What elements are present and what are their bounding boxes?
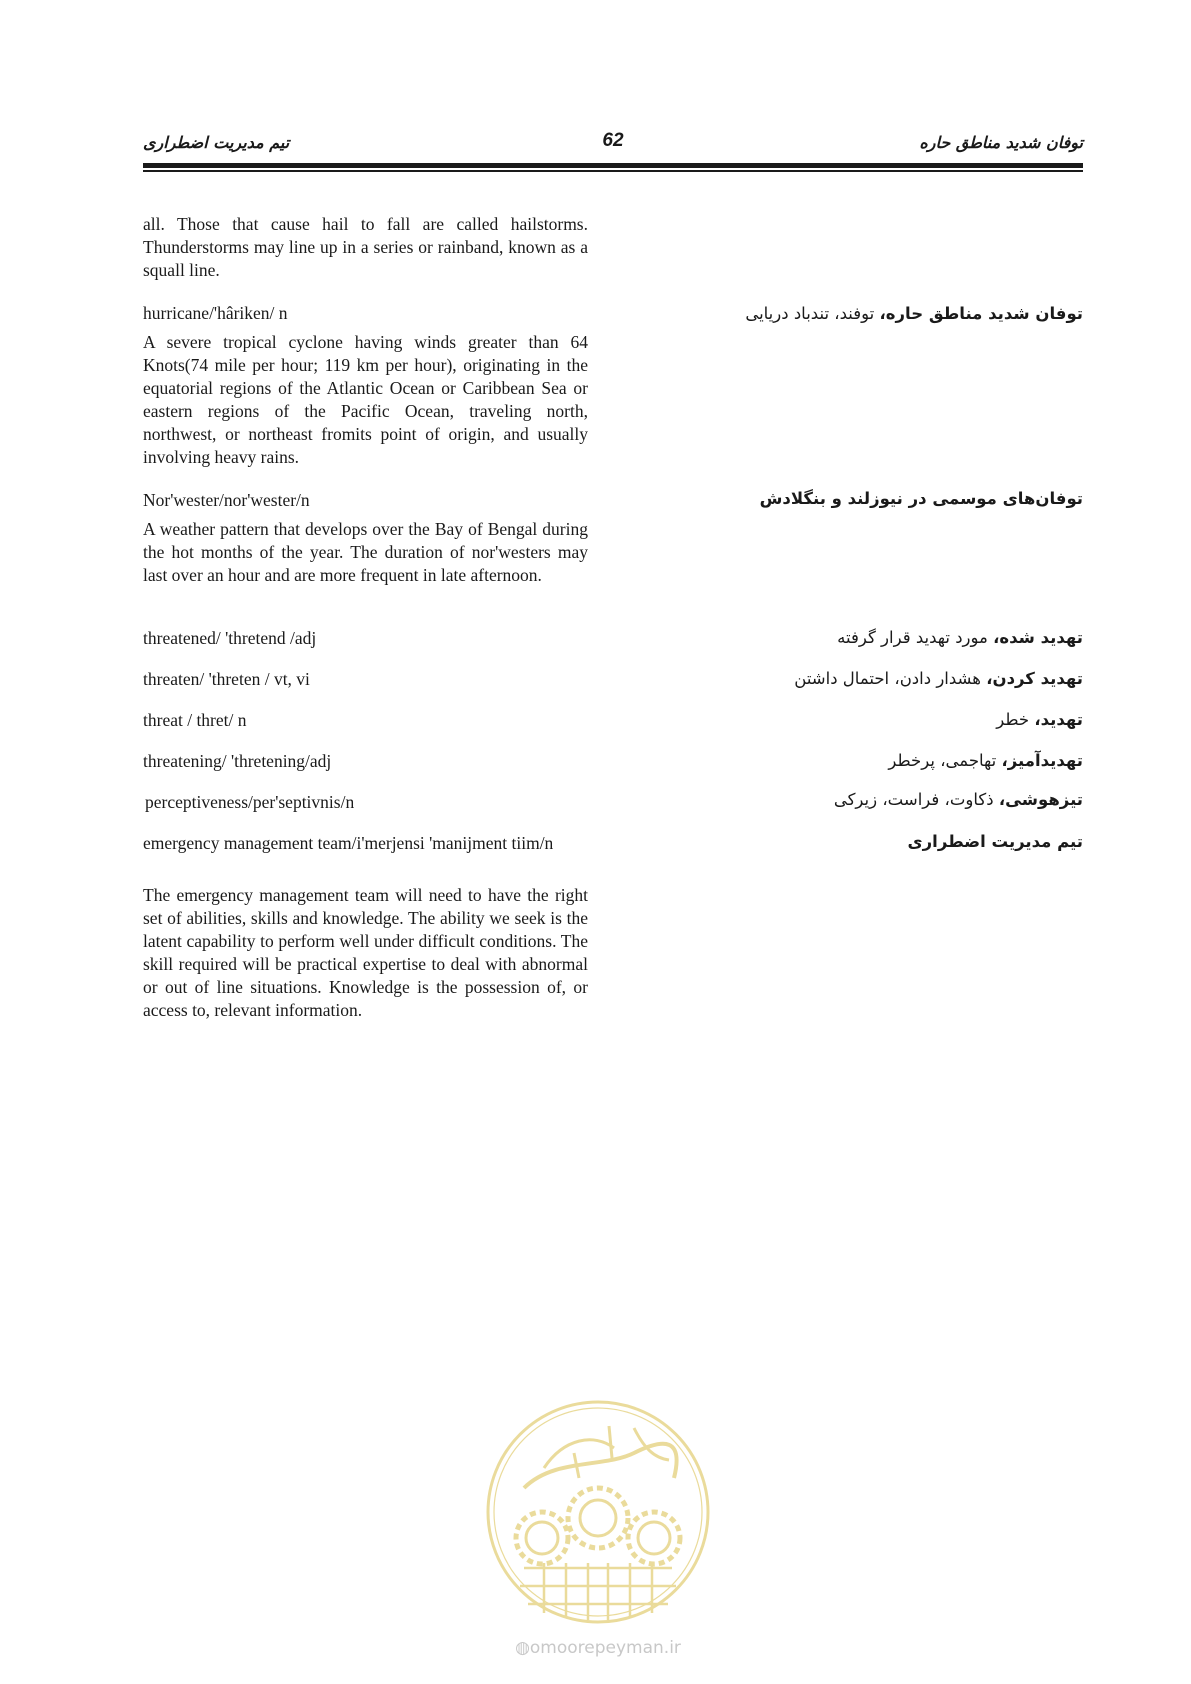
fa-hurricane-rest: توفند، تندباد دریایی: [745, 304, 880, 323]
fa-perceptiveness: [663, 788, 1083, 812]
fa-threaten-rest: هشدار دادن، احتمال داشتن: [794, 669, 987, 688]
fa-threatening-bold: تهدیدآمیز،: [1001, 751, 1083, 770]
fa-norwester: [663, 487, 1083, 511]
intro-paragraph: all. Those that cause hail to fall are called hailstorms. Thunderstorms may line up in a series or rainband, known as a squall line.: [143, 214, 588, 280]
header-rule-thick: [143, 163, 1083, 168]
fa-threat: [663, 708, 1083, 732]
header-left-title: تیم مدیریت اضطراری: [143, 133, 290, 152]
watermark-website-label: omoorepeyman.ir: [529, 1638, 681, 1658]
definition-norwester: A weather pattern that develops over the Bay of Bengal during the hot months of the year. The duration of nor'westers may last over an hour and are more frequent in late afternoon.: [143, 519, 588, 585]
fa-threatened: [663, 626, 1083, 650]
term-emergency-team: emergency management team/i'merjensi 'manijment tiim/n: [143, 833, 554, 853]
fa-threaten-bold: تهدید کردن،: [986, 669, 1083, 688]
definition-hurricane: A severe tropical cyclone having winds greater than 64 Knots(74 mile per hour; 119 km per hour), originating in the equatorial regions of the Atlantic Ocean or Caribbean Sea or eastern regions of the Pacific Ocean, traveling north, northwest, or northeast fromits point of origin, and usually involving heavy rains.: [143, 332, 588, 467]
definition-emergency-team: The emergency management team will need to have the right set of abilities, skills and knowledge. The ability we seek is the latent capability to perform well under difficult conditions. The skill required will be practical expertise to deal with abnormal or out of line situations. Knowledge is the possession of, or access to, relevant information.: [143, 885, 588, 1020]
term-hurricane: hurricane/'hâriken/ n: [143, 303, 288, 323]
fa-threat-bold: تهدید،: [1034, 710, 1083, 729]
term-norwester: Nor'wester/nor'wester/n: [143, 490, 310, 510]
term-threat: threat / thret/ n: [143, 710, 247, 730]
globe-icon: ◍: [515, 1638, 530, 1658]
term-threatened: threatened/ 'thretend /adj: [143, 628, 317, 648]
fa-threatened-rest: مورد تهدید قرار گرفته: [837, 628, 994, 647]
term-threatening: threatening/ 'thretening/adj: [143, 751, 332, 771]
fa-threatening: [663, 749, 1083, 773]
fa-perceptiveness-bold: تیزهوشی،: [998, 790, 1083, 809]
term-perceptiveness: perceptiveness/per'septivnis/n: [145, 792, 355, 812]
fa-threat-rest: خطر: [996, 710, 1035, 729]
header-rule-thin: [143, 170, 1083, 172]
fa-hurricane-bold: توفان شدید مناطق حاره،: [879, 304, 1083, 323]
fa-perceptiveness-rest: ذکاوت، فراست، زیرکی: [833, 790, 999, 809]
header-right-title: توفان شدید مناطق حاره: [919, 133, 1083, 152]
page-header: [143, 128, 1083, 168]
fa-emergency-team: [663, 830, 1083, 854]
watermark-website: [484, 1638, 712, 1658]
page-number: 62: [602, 130, 624, 151]
fa-hurricane: [663, 302, 1083, 326]
fa-norwester-bold: توفان‌های موسمی در نیوزلند و بنگلادش: [759, 489, 1083, 508]
watermark-logo: [484, 1398, 712, 1626]
term-threaten: threaten/ 'threten / vt, vi: [143, 669, 310, 689]
fa-threatening-rest: تهاجمی، پرخطر: [888, 751, 1002, 770]
fa-threatened-bold: تهدید شده،: [993, 628, 1083, 647]
fa-threaten: [663, 667, 1083, 691]
fa-emergency-team-bold: تیم مدیریت اضطراری: [907, 832, 1083, 851]
